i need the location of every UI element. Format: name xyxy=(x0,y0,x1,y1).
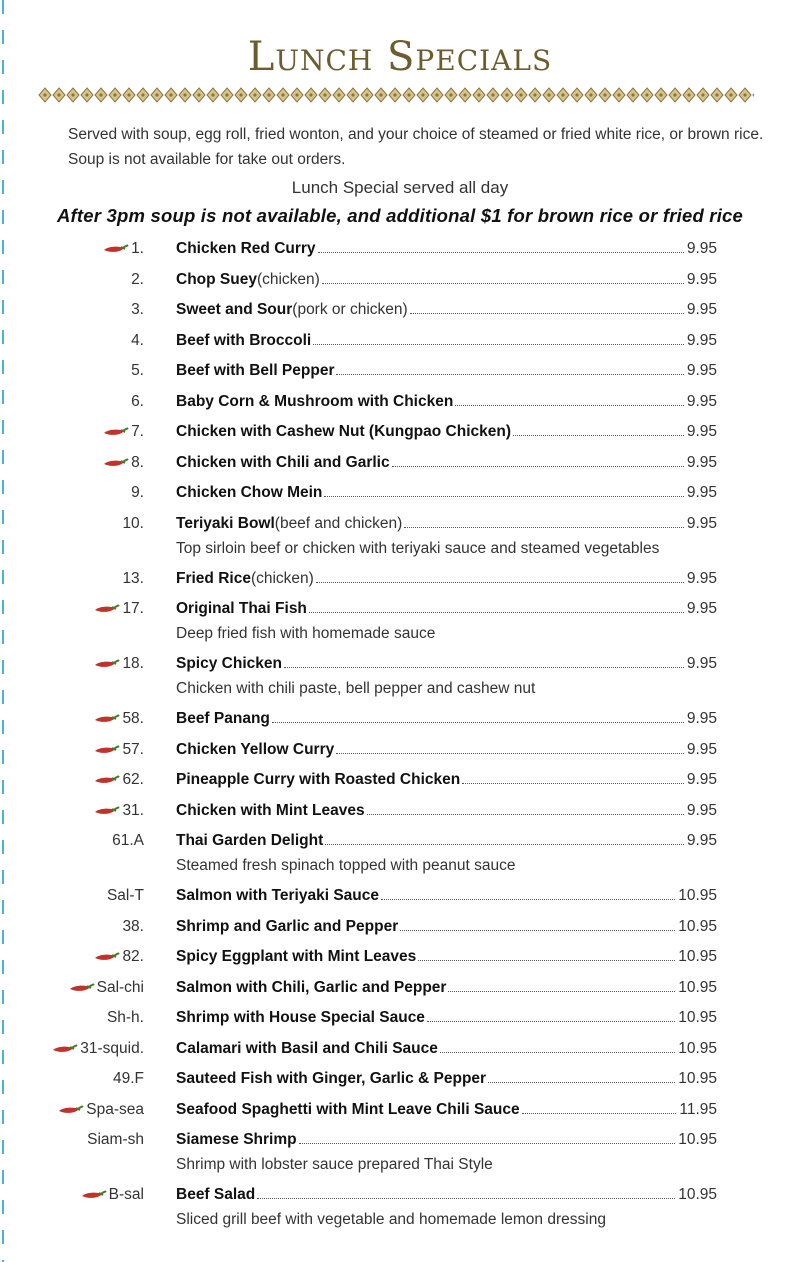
item-name: Sweet and Sour xyxy=(176,301,293,318)
menu-item xyxy=(0,829,800,884)
item-note: (beef and chicken) xyxy=(274,514,403,532)
item-price: 10.95 xyxy=(678,887,717,904)
item-name: Salmon with Teriyaki Sauce xyxy=(176,887,380,904)
item-line xyxy=(176,1067,717,1091)
item-number-cell xyxy=(131,301,144,319)
item-price: 9.95 xyxy=(686,801,717,819)
item-price: 11.95 xyxy=(679,1100,717,1118)
item-line xyxy=(176,268,717,292)
chili-pepper-icon xyxy=(52,1043,78,1055)
item-number-cell xyxy=(131,393,144,411)
item-number-cell xyxy=(81,1186,144,1204)
item-name: Chicken Yellow Curry xyxy=(176,740,335,758)
menu-item xyxy=(0,237,800,268)
item-number-cell xyxy=(94,655,144,673)
item-number-cell xyxy=(122,570,144,588)
item-line xyxy=(176,237,717,261)
chili-pepper-icon xyxy=(103,426,129,438)
item-number-cell xyxy=(94,948,144,966)
item-number: Sal-T xyxy=(106,887,144,904)
item-number-cell xyxy=(122,515,144,533)
item-number: 2. xyxy=(131,270,144,288)
item-number-cell xyxy=(58,1101,144,1119)
dot-leader xyxy=(400,929,675,931)
item-line xyxy=(176,597,717,621)
dot-leader xyxy=(272,721,684,723)
item-number: 7. xyxy=(131,423,144,440)
item-line xyxy=(176,884,717,908)
item-name: Spicy Eggplant with Mint Leaves xyxy=(176,948,417,965)
dot-leader xyxy=(404,526,684,528)
item-description: Chicken with chili paste, bell pepper and cashew nut xyxy=(176,680,536,697)
item-name: Chop Suey xyxy=(176,270,257,288)
menu-item xyxy=(0,945,800,976)
item-price: 9.95 xyxy=(686,740,717,758)
chili-pepper-icon xyxy=(94,774,120,786)
item-number-cell xyxy=(103,240,144,258)
menu-item xyxy=(0,390,800,421)
item-name: Chicken Red Curry xyxy=(176,240,316,257)
dot-leader xyxy=(427,1020,675,1022)
item-number-cell xyxy=(131,332,144,350)
dot-leader xyxy=(488,1081,675,1083)
chili-pepper-icon xyxy=(81,1189,107,1201)
item-price: 10.95 xyxy=(678,1009,717,1026)
item-price: 9.95 xyxy=(686,392,717,410)
chili-pepper-icon xyxy=(94,805,120,817)
item-number: 13. xyxy=(122,569,144,587)
item-number: B-sal xyxy=(108,1186,144,1203)
intro-text: Served with soup, egg roll, fried wonton, and your choice of steamed or fried white rice, or brown rice. Soup is not available for take out orders. xyxy=(68,126,764,168)
item-price: 10.95 xyxy=(678,1186,717,1203)
item-line xyxy=(176,976,717,1000)
item-price: 9.95 xyxy=(686,423,717,440)
item-description: Shrimp with lobster sauce prepared Thai Style xyxy=(176,1156,493,1173)
item-description: Top sirloin beef or chicken with teriyaki sauce and steamed vegetables xyxy=(176,539,660,557)
menu-item xyxy=(0,976,800,1007)
dot-leader xyxy=(318,251,684,253)
item-description: Sliced grill beef with vegetable and homemade lemon dressing xyxy=(176,1211,606,1228)
item-name: Shrimp and Garlic and Pepper xyxy=(176,917,399,935)
chili-pepper-icon xyxy=(103,243,129,255)
item-number: 82. xyxy=(122,948,144,965)
item-line xyxy=(176,451,717,475)
chili-pepper-icon xyxy=(69,982,95,994)
item-line xyxy=(176,1098,717,1122)
menu-item xyxy=(0,1128,800,1183)
dot-leader xyxy=(522,1112,677,1114)
item-number-cell xyxy=(122,918,144,936)
menu-item xyxy=(0,738,800,769)
item-number: 57. xyxy=(122,740,144,758)
item-number-cell xyxy=(131,484,144,502)
item-name: Chicken Chow Mein xyxy=(176,484,323,501)
item-price: 9.95 xyxy=(686,270,717,288)
menu-item xyxy=(0,329,800,360)
menu-item xyxy=(0,1183,800,1238)
item-number: 17. xyxy=(122,600,144,617)
dot-leader xyxy=(440,1051,675,1053)
item-line xyxy=(176,652,717,676)
item-number: Sal-chi xyxy=(96,978,144,996)
item-price: 9.95 xyxy=(686,484,717,501)
item-price: 9.95 xyxy=(686,710,717,727)
item-line xyxy=(176,390,717,414)
item-line xyxy=(176,329,717,353)
item-name: Beef Panang xyxy=(176,710,270,727)
item-name: Chicken with Mint Leaves xyxy=(176,801,365,819)
item-price: 9.95 xyxy=(686,453,717,471)
item-description: Deep fried fish with homemade sauce xyxy=(176,625,436,642)
item-price: 9.95 xyxy=(686,240,717,257)
item-number: 31. xyxy=(122,801,144,819)
item-price: 9.95 xyxy=(686,771,717,788)
item-line xyxy=(176,707,717,731)
item-number-cell xyxy=(112,832,144,850)
item-number-cell xyxy=(87,1131,144,1149)
item-price: 10.95 xyxy=(678,948,717,965)
menu-item xyxy=(0,268,800,299)
item-number: 18. xyxy=(122,655,144,672)
dot-leader xyxy=(257,1197,675,1199)
item-name: Siamese Shrimp xyxy=(176,1131,297,1148)
item-price: 9.95 xyxy=(686,514,717,532)
item-number: 5. xyxy=(131,362,144,379)
menu-item xyxy=(0,768,800,799)
menu-item xyxy=(0,707,800,738)
item-line xyxy=(176,799,717,823)
item-number: 10. xyxy=(122,514,144,532)
item-name: Beef Salad xyxy=(176,1186,256,1203)
item-number: 38. xyxy=(122,917,144,935)
item-line xyxy=(176,1128,717,1152)
menu-item xyxy=(0,298,800,329)
item-name: Original Thai Fish xyxy=(176,600,307,617)
all-day-note: Lunch Special served all day xyxy=(291,178,509,197)
menu-item xyxy=(0,1006,800,1037)
item-number: 9. xyxy=(131,484,144,501)
item-price: 9.95 xyxy=(686,362,717,379)
menu-item xyxy=(0,420,800,451)
chili-pepper-icon xyxy=(94,744,120,756)
dot-leader xyxy=(381,898,675,900)
item-name: Calamari with Basil and Chili Sauce xyxy=(176,1039,438,1057)
dot-leader xyxy=(336,752,684,754)
item-number-cell xyxy=(94,771,144,789)
item-number: 49.F xyxy=(112,1070,144,1087)
item-number: 62. xyxy=(122,771,144,788)
item-name: Baby Corn & Mushroom with Chicken xyxy=(176,392,454,410)
item-number-cell xyxy=(94,802,144,820)
item-number: 1. xyxy=(131,240,144,257)
item-number-cell xyxy=(94,710,144,728)
dot-leader xyxy=(410,312,684,314)
item-note: (chicken) xyxy=(256,270,320,288)
item-price: 9.95 xyxy=(686,301,717,318)
chili-pepper-icon xyxy=(103,457,129,469)
item-line xyxy=(176,829,717,853)
item-line xyxy=(176,1006,717,1030)
item-line xyxy=(176,567,717,591)
dot-leader xyxy=(392,465,684,467)
item-number: 4. xyxy=(131,331,144,349)
chili-pepper-icon xyxy=(94,658,120,670)
item-price: 9.95 xyxy=(686,655,717,672)
item-name: Thai Garden Delight xyxy=(176,832,324,849)
item-price: 10.95 xyxy=(678,917,717,935)
item-price: 10.95 xyxy=(678,1070,717,1087)
menu-item xyxy=(0,1067,800,1098)
item-price: 10.95 xyxy=(678,978,717,996)
item-description: Steamed fresh spinach topped with peanut sauce xyxy=(176,857,516,874)
dot-leader xyxy=(325,843,684,845)
item-number-cell xyxy=(113,1070,144,1088)
item-name: Salmon with Chili, Garlic and Pepper xyxy=(176,978,447,996)
dot-leader xyxy=(462,782,684,784)
item-name: Pineapple Curry with Roasted Chicken xyxy=(176,771,461,788)
menu-list xyxy=(0,237,800,1238)
item-number-cell xyxy=(103,423,144,441)
item-price: 9.95 xyxy=(686,600,717,617)
item-name: Seafood Spaghetti with Mint Leave Chili Sauce xyxy=(176,1100,520,1118)
item-name: Chicken with Chili and Garlic xyxy=(176,453,390,471)
page-title: Lunch Specials xyxy=(247,34,553,80)
item-line xyxy=(176,738,717,762)
item-price: 10.95 xyxy=(678,1131,717,1148)
chili-pepper-icon xyxy=(94,603,120,615)
item-name: Spicy Chicken xyxy=(176,655,282,672)
item-name: Chicken with Cashew Nut (Kungpao Chicken) xyxy=(176,423,511,440)
dot-leader xyxy=(309,611,684,613)
dot-leader xyxy=(324,495,683,497)
menu-item xyxy=(0,597,800,652)
item-number-cell xyxy=(94,600,144,618)
item-number-cell xyxy=(52,1040,144,1058)
item-note: (pork or chicken) xyxy=(292,301,408,318)
item-line xyxy=(176,420,717,444)
item-line xyxy=(176,1183,717,1207)
item-price: 9.95 xyxy=(686,832,717,849)
item-number: Spa-sea xyxy=(86,1100,144,1118)
item-price: 10.95 xyxy=(678,1039,717,1057)
menu-item xyxy=(0,884,800,915)
item-number: Sh-h. xyxy=(106,1009,144,1026)
item-name: Teriyaki Bowl xyxy=(176,514,275,532)
dot-leader xyxy=(455,404,684,406)
item-number: 8. xyxy=(131,453,144,471)
decorative-border xyxy=(38,86,754,104)
dot-leader xyxy=(316,581,684,583)
item-line xyxy=(176,512,717,536)
item-line xyxy=(176,768,717,792)
menu-item xyxy=(0,512,800,567)
item-number-cell xyxy=(107,1009,144,1027)
dot-leader xyxy=(448,990,675,992)
item-number: 6. xyxy=(131,392,144,410)
item-line xyxy=(176,481,717,505)
item-number: 61.A xyxy=(112,832,144,849)
item-number-cell xyxy=(131,362,144,380)
menu-item xyxy=(0,799,800,830)
item-number: 31-squid. xyxy=(80,1039,144,1057)
item-price: 9.95 xyxy=(686,331,717,349)
item-name: Beef with Bell Pepper xyxy=(176,362,335,379)
item-number-cell xyxy=(69,979,144,997)
menu-item xyxy=(0,1037,800,1068)
menu-item xyxy=(0,1098,800,1129)
dot-leader xyxy=(313,343,684,345)
menu-item xyxy=(0,652,800,707)
menu-item xyxy=(0,915,800,946)
dot-leader xyxy=(418,959,675,961)
item-number: 58. xyxy=(122,710,144,727)
dot-leader xyxy=(322,282,684,284)
menu-item xyxy=(0,481,800,512)
dot-leader xyxy=(336,373,683,375)
menu-item xyxy=(0,451,800,482)
item-number-cell xyxy=(103,454,144,472)
item-number: Siam-sh xyxy=(87,1131,144,1148)
item-line xyxy=(176,1037,717,1061)
item-number: 3. xyxy=(131,301,144,318)
item-name: Sauteed Fish with Ginger, Garlic & Pepper xyxy=(176,1070,487,1087)
after-3pm-notice: After 3pm soup is not available, and additional $1 for brown rice or fried rice xyxy=(56,205,744,226)
chili-pepper-icon xyxy=(94,951,120,963)
item-number-cell xyxy=(107,887,144,905)
item-name: Fried Rice xyxy=(176,569,251,587)
item-name: Shrimp with House Special Sauce xyxy=(176,1009,425,1026)
item-price: 9.95 xyxy=(686,569,717,587)
item-number-cell xyxy=(131,271,144,289)
item-line xyxy=(176,359,717,383)
dot-leader xyxy=(299,1142,676,1144)
menu-item xyxy=(0,359,800,390)
chili-pepper-icon xyxy=(58,1104,84,1116)
item-line xyxy=(176,945,717,969)
dot-leader xyxy=(513,434,684,436)
item-line xyxy=(176,298,717,322)
item-line xyxy=(176,915,717,939)
chili-pepper-icon xyxy=(94,713,120,725)
item-note: (chicken) xyxy=(250,569,314,587)
item-number-cell xyxy=(94,741,144,759)
dot-leader xyxy=(367,813,684,815)
dot-leader xyxy=(284,666,684,668)
item-name: Beef with Broccoli xyxy=(176,331,312,349)
menu-item xyxy=(0,567,800,598)
